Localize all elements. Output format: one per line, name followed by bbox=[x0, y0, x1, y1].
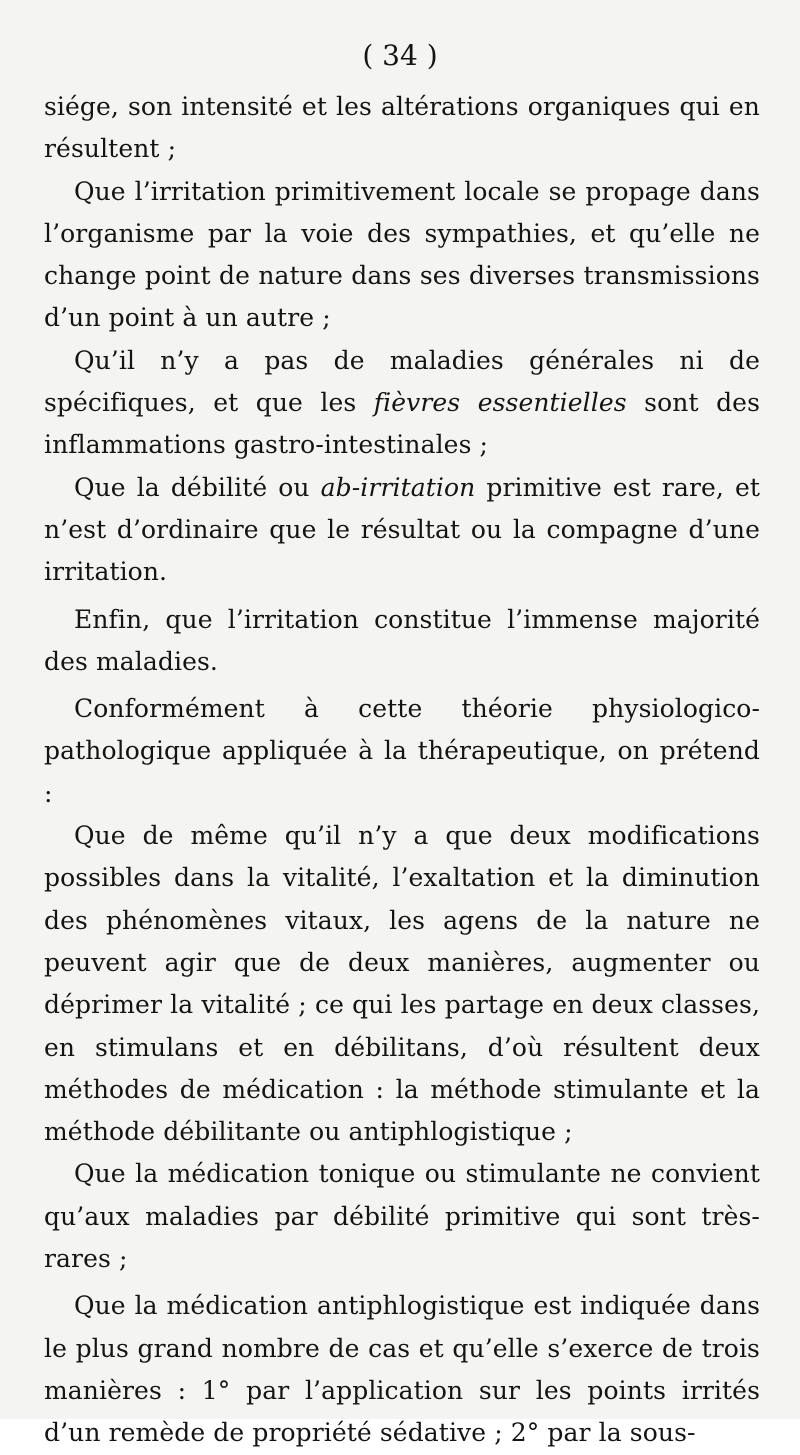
italic-phrase: ab-irritation bbox=[320, 472, 476, 502]
text-run: Qu’il n’y a pas de maladies générales ni de spécifiques, et que les bbox=[44, 345, 760, 418]
paragraph bbox=[44, 340, 760, 467]
paragraph bbox=[44, 688, 760, 815]
paragraph bbox=[44, 467, 760, 594]
text-run: sont des inflammations gastro-intestinales ; bbox=[44, 388, 760, 460]
paragraph bbox=[44, 815, 760, 1153]
text-run: Que la médication tonique ou stimulante ne convient qu’aux maladies par débilité primitive qui sont très-rares ; bbox=[44, 1159, 760, 1274]
text-run: Conformément à cette théorie physiologico-pathologique appliquée à la thérapeutique, on prétend : bbox=[44, 694, 760, 808]
paragraph bbox=[44, 1153, 760, 1280]
paragraph bbox=[44, 86, 760, 171]
text-run: Que la médication antiphlogistique est indiquée dans le plus grand nombre de cas et qu’elle s’exerce de trois manières : 1° par l’application sur les points irrités d’un remède de propriété sédative ; 2° par la sous- bbox=[44, 1291, 760, 1448]
text-run: primitive est rare, et n’est d’ordinaire que le résultat ou la compagne d’une irritation. bbox=[44, 472, 761, 587]
text-run: Que l’irritation primitivement locale se propage dans l’organisme par la voie des sympathies, et qu’elle ne change point de nature dans ses diverses transmissions d’un point à un autre ; bbox=[44, 176, 760, 333]
text-run: Que la débilité ou bbox=[74, 472, 321, 502]
text-run: siége, son intensité et les altérations organiques qui en résultent ; bbox=[44, 92, 760, 164]
page-number: ( 34 ) bbox=[362, 39, 438, 72]
text-run: Que de même qu’il n’y a que deux modifications possibles dans la vitalité, l’exaltation et la diminution des phénomènes vitaux, les agens de la nature ne peuvent agir que de deux manières, augmenter ou déprimer la vitalité ; ce qui les partage en deux classes, en stimulans et en débilitans, d’où résultent deux méthodes de médication : la méthode stimulante et la méthode débilitante ou antiphlogistique ; bbox=[44, 821, 760, 1147]
paragraph bbox=[44, 171, 760, 340]
page-text bbox=[44, 86, 760, 1455]
paragraph bbox=[44, 599, 760, 684]
italic-phrase: fièvres essentielles bbox=[373, 388, 627, 418]
paragraph bbox=[44, 1285, 760, 1454]
text-run: Enfin, que l’irritation constitue l’immense majorité des maladies. bbox=[44, 604, 760, 676]
